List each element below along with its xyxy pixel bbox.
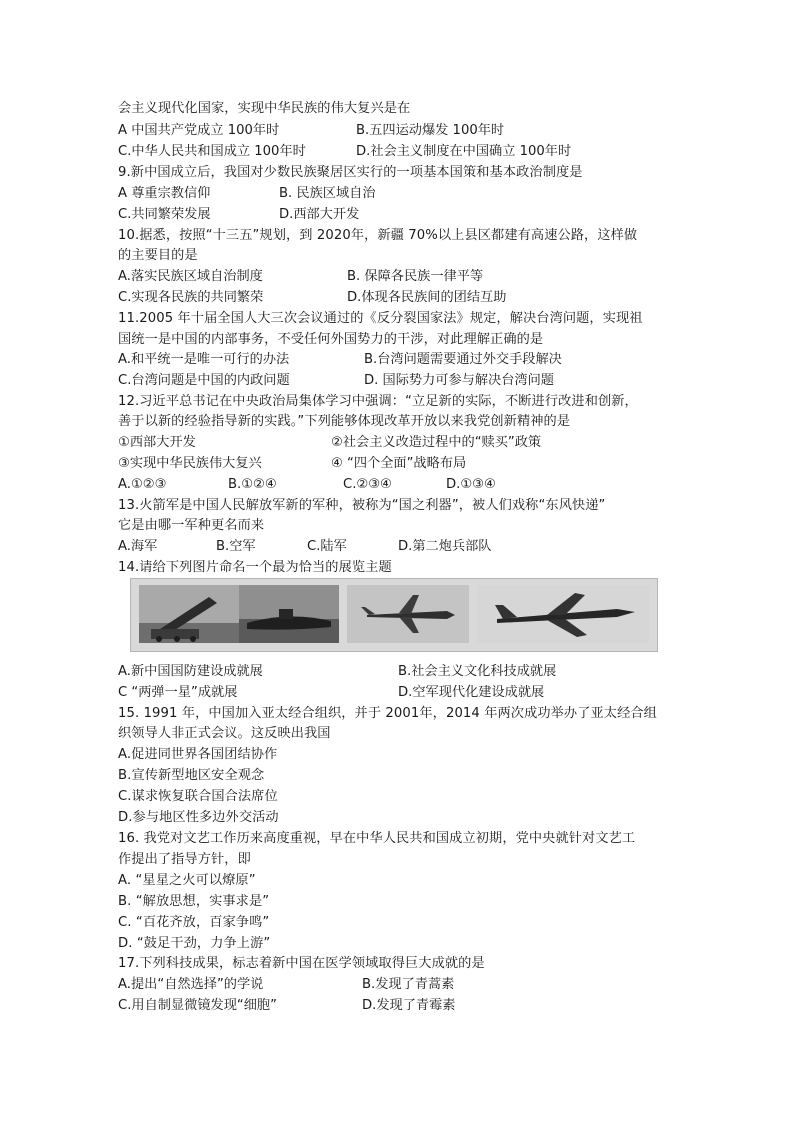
q14-option-a: A.新中国国防建设成就展 [118,664,263,679]
q9-option-b: B. 民族区域自治 [279,186,376,201]
q13-stem-line2: 它是由哪一军种更名而来 [118,518,265,533]
q10-option-d: D.体现各民族间的团结互助 [347,290,507,305]
q16-option-a: A. “星星之火可以燎原” [118,873,256,888]
q8-stem-continuation: 会主义现代化国家，实现中华民族的伟大复兴是在 [118,101,411,116]
q12-option-d: D.①③④ [446,477,496,492]
q12-item-3: ③实现中华民族伟大复兴 [118,456,262,471]
q13-option-d: D.第二炮兵部队 [398,539,492,554]
q12-item-4: ④ “四个全面”战略布局 [331,456,467,471]
q9-option-d: D.西部大开发 [279,207,360,222]
q14-option-b: B.社会主义文化科技成就展 [398,664,557,679]
q15-option-d: D.参与地区性多边外交活动 [118,810,279,825]
q17-option-a: A.提出“自然选择”的学说 [118,977,264,992]
q17-option-d: D.发现了青霉素 [362,998,456,1013]
q9-option-c: C.共同繁荣发展 [118,207,211,222]
q16-option-d: D. “鼓足干劲，力争上游” [118,936,271,951]
missile-launch-photo [139,585,243,643]
q12-option-a: A.①②③ [118,477,167,492]
q17-option-b: B.发现了青蒿素 [362,977,455,992]
q8-option-d: D.社会主义制度在中国确立 100年时 [356,144,572,159]
q16-option-b: B. “解放思想，实事求是” [118,894,270,909]
q13-stem-line1: 13.火箭军是中国人民解放军新的军种，被称为“国之利器”，被人们戏称“东风快递” [118,498,606,513]
q12-item-2: ②社会主义改造过程中的“赎买”政策 [331,435,542,450]
stealth-fighter-photo [477,585,649,643]
fighter-jet-photo [347,585,469,643]
q14-option-c: C “两弹一星”成就展 [118,685,238,700]
q10-option-a: A.落实民族区域自治制度 [118,269,263,284]
q13-option-a: A.海军 [118,539,158,554]
q13-option-c: C.陆军 [307,539,347,554]
q10-option-b: B. 保障各民族一律平等 [347,269,484,284]
q11-option-c: C.台湾问题是中国的内政问题 [118,373,290,388]
q9-stem: 9.新中国成立后，我国对少数民族聚居区实行的一项基本国策和基本政治制度是 [118,165,583,180]
q11-option-a: A.和平统一是唯一可行的办法 [118,352,290,367]
q8-option-c: C.中华人民共和国成立 100年时 [118,144,306,159]
q15-option-b: B.宣传新型地区安全观念 [118,768,265,783]
q10-stem-line2: 的主要目的是 [118,248,198,263]
q12-stem-line1: 12.习近平总书记在中央政治局集体学习中强调：“立足新的实际，不断进行改进和创新， [118,394,638,409]
submarine-photo [239,585,339,643]
q11-option-b: B.台湾问题需要通过外交手段解决 [364,352,562,367]
q16-stem-line2: 作提出了指导方针，即 [118,852,251,867]
q12-option-b: B.①②④ [228,477,277,492]
q10-stem-line1: 10.据悉，按照“十三五”规划，到 2020年，新疆 70%以上县区都建有高速公路，这样做 [118,228,638,243]
q16-option-c: C. “百花齐放，百家争鸣” [118,915,270,930]
q12-option-c: C.②③④ [343,477,392,492]
q11-option-d: D. 国际势力可参与解决台湾问题 [364,373,554,388]
q10-option-c: C.实现各民族的共同繁荣 [118,290,264,305]
q11-stem-line1: 11.2005 年十届全国人大三次会议通过的《反分裂国家法》规定，解决台湾问题，实现祖 [118,311,643,326]
q17-stem: 17.下列科技成果，标志着新中国在医学领域取得巨大成就的是 [118,956,485,971]
q15-stem-line2: 织领导人非正式会议。这反映出我国 [118,726,331,741]
q8-option-a: A 中国共产党成立 100年时 [118,123,280,138]
q8-option-b: B.五四运动爆发 100年时 [356,123,505,138]
q14-photo-strip [130,578,658,652]
q16-stem-line1: 16. 我党对文艺工作历来高度重视，早在中华人民共和国成立初期，党中央就针对文艺工 [118,831,636,846]
q14-stem: 14.请给下列图片命名一个最为恰当的展览主题 [118,560,392,575]
q15-option-a: A.促进同世界各国团结协作 [118,747,278,762]
q17-option-c: C.用自制显微镜发现“细胞” [118,998,277,1013]
q12-item-1: ①西部大开发 [118,435,196,450]
q15-option-c: C.谋求恢复联合国合法席位 [118,789,278,804]
q9-option-a: A 尊重宗教信仰 [118,186,211,201]
q14-option-d: D.空军现代化建设成就展 [398,685,545,700]
q11-stem-line2: 国统一是中国的内部事务，不受任何外国势力的干涉，对此理解正确的是 [118,332,544,347]
q12-stem-line2: 善于以新的经验指导新的实践。”下列能够体现改革开放以来我党创新精神的是 [118,414,571,429]
q13-option-b: B.空军 [216,539,256,554]
q15-stem-line1: 15. 1991 年，中国加入亚太经合组织，并于 2001年，2014 年两次成功举办了亚太经合组 [118,706,657,721]
